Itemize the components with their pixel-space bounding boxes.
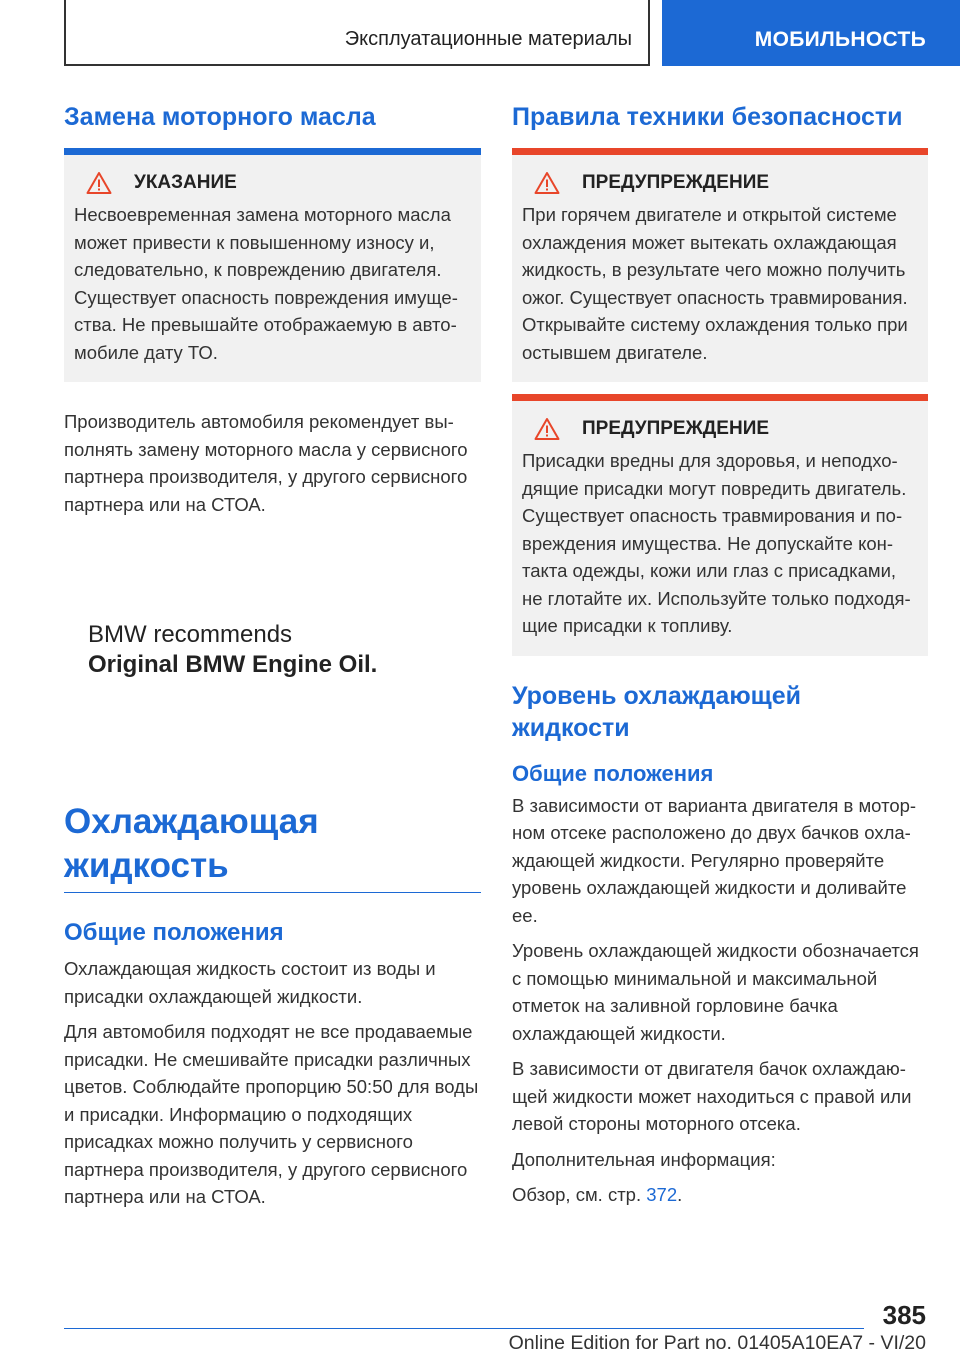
notice-label: УКАЗАНИЕ — [134, 172, 237, 193]
bmw-rec-line1: BMW recommends — [88, 621, 293, 648]
right-column — [512, 100, 928, 1209]
general-provisions-title: Общие положения — [64, 919, 284, 946]
general-text-1: Охлаждающая жидкость состоит из воды и присадки охлаждающей жидкости. — [64, 958, 436, 1007]
oil-change-text: Производитель автомобиля рекомендует выполнять замену моторного масла у сервисного партнера производителя, у другого сервисного партнера или на СТОА. — [64, 411, 468, 515]
oil-change-title: Замена моторного масла — [64, 103, 376, 131]
page-372-link[interactable]: 372 — [646, 1184, 678, 1205]
warning-triangle-icon — [86, 171, 112, 195]
overview-ref-prefix: Обзор, см. стр. — [512, 1184, 647, 1205]
overview-ref-suffix: . — [677, 1184, 683, 1205]
level-text-1: В зависимости от варианта двигателя в моторном отсеке расположено до двух бачков охлаждающей жидкости. Регулярно проверяйте уровень охлаждающей жидкости и доливайте ее. — [512, 794, 917, 926]
warning-label: ПРЕДУПРЕЖДЕНИЕ — [582, 172, 770, 193]
additional-info-label: Дополнительная информация: — [512, 1148, 776, 1170]
warning-box-additives — [512, 394, 928, 656]
header-section-box — [64, 0, 650, 66]
bmw-rec-line2: Original BMW Engine Oil. — [88, 651, 378, 678]
warning-triangle-icon — [534, 171, 560, 195]
coolant-heading-block — [64, 800, 481, 893]
warning-triangle-icon — [534, 417, 560, 441]
header-chapter-title: МОБИЛЬНОСТЬ — [754, 28, 926, 51]
page-number: 385 — [882, 1300, 926, 1330]
notice-text: Несвоевременная замена моторного масла может привести к повышенному износу и, следовательно, к повреждению двигателя. Существует опасность повреждения имущества. Не превышайте отображаемую в автомобиле дату ТО. — [74, 204, 458, 363]
coolant-level-title: Уровень охлаждающей жидкости — [512, 681, 802, 742]
warning-box-hot-engine — [512, 148, 928, 382]
left-column — [64, 100, 481, 1211]
coolant-title: Охлаждающая жидкость — [64, 802, 319, 885]
footer-divider — [64, 1328, 864, 1329]
edition-text: Online Edition for Part no. 01405A10EA7 - VI/20 — [508, 1332, 926, 1354]
header-chapter-tab[interactable] — [662, 0, 960, 66]
notice-box — [64, 148, 481, 382]
warning-label: ПРЕДУПРЕЖДЕНИЕ — [582, 418, 770, 439]
general-provisions-title: Общие положения — [512, 760, 714, 786]
warning-text: Присадки вредны для здоровья, и неподходящие присадки могут повредить двигатель. Существует опасность травмирования и повреждения имущества. Не допускайте контакта одежды, кожи или глаз с присадками, не глотайте их. Используйте только подходящие присадки к топливу. — [522, 450, 911, 636]
overview-reference — [512, 1181, 928, 1209]
header-section-title: Эксплуатационные материалы — [344, 28, 632, 50]
general-text-2: Для автомобиля подходят не все продаваемые присадки. Не смешивайте присадки различных цветов. Соблюдайте пропорцию 50:50 для воды и присадки. Информацию о подходящих присадках можно получить у сервисного партнера производителя, у другого сервисного партнера или на СТОА. — [64, 1021, 479, 1207]
level-text-2: Уровень охлаждающей жидкости обозначается с помощью минимальной и максимальной отметок на заливной горловине бачка охлаждающей жидкости. — [512, 940, 919, 1044]
bmw-oil-recommendation — [88, 620, 481, 680]
level-text-3: В зависимости от двигателя бачок охлаждающей жидкости может находиться с правой или левой стороны моторного отсека. — [512, 1058, 912, 1134]
safety-rules-title: Правила техники безопасности — [512, 103, 903, 131]
warning-text: При горячем двигателе и открытой системе охлаждения может вытекать охлаждающая жидкость, в результате чего можно получить ожог. Существует опасность травмирования. Открывайте систему охлаждения только при остывшем двигателе. — [522, 204, 908, 363]
